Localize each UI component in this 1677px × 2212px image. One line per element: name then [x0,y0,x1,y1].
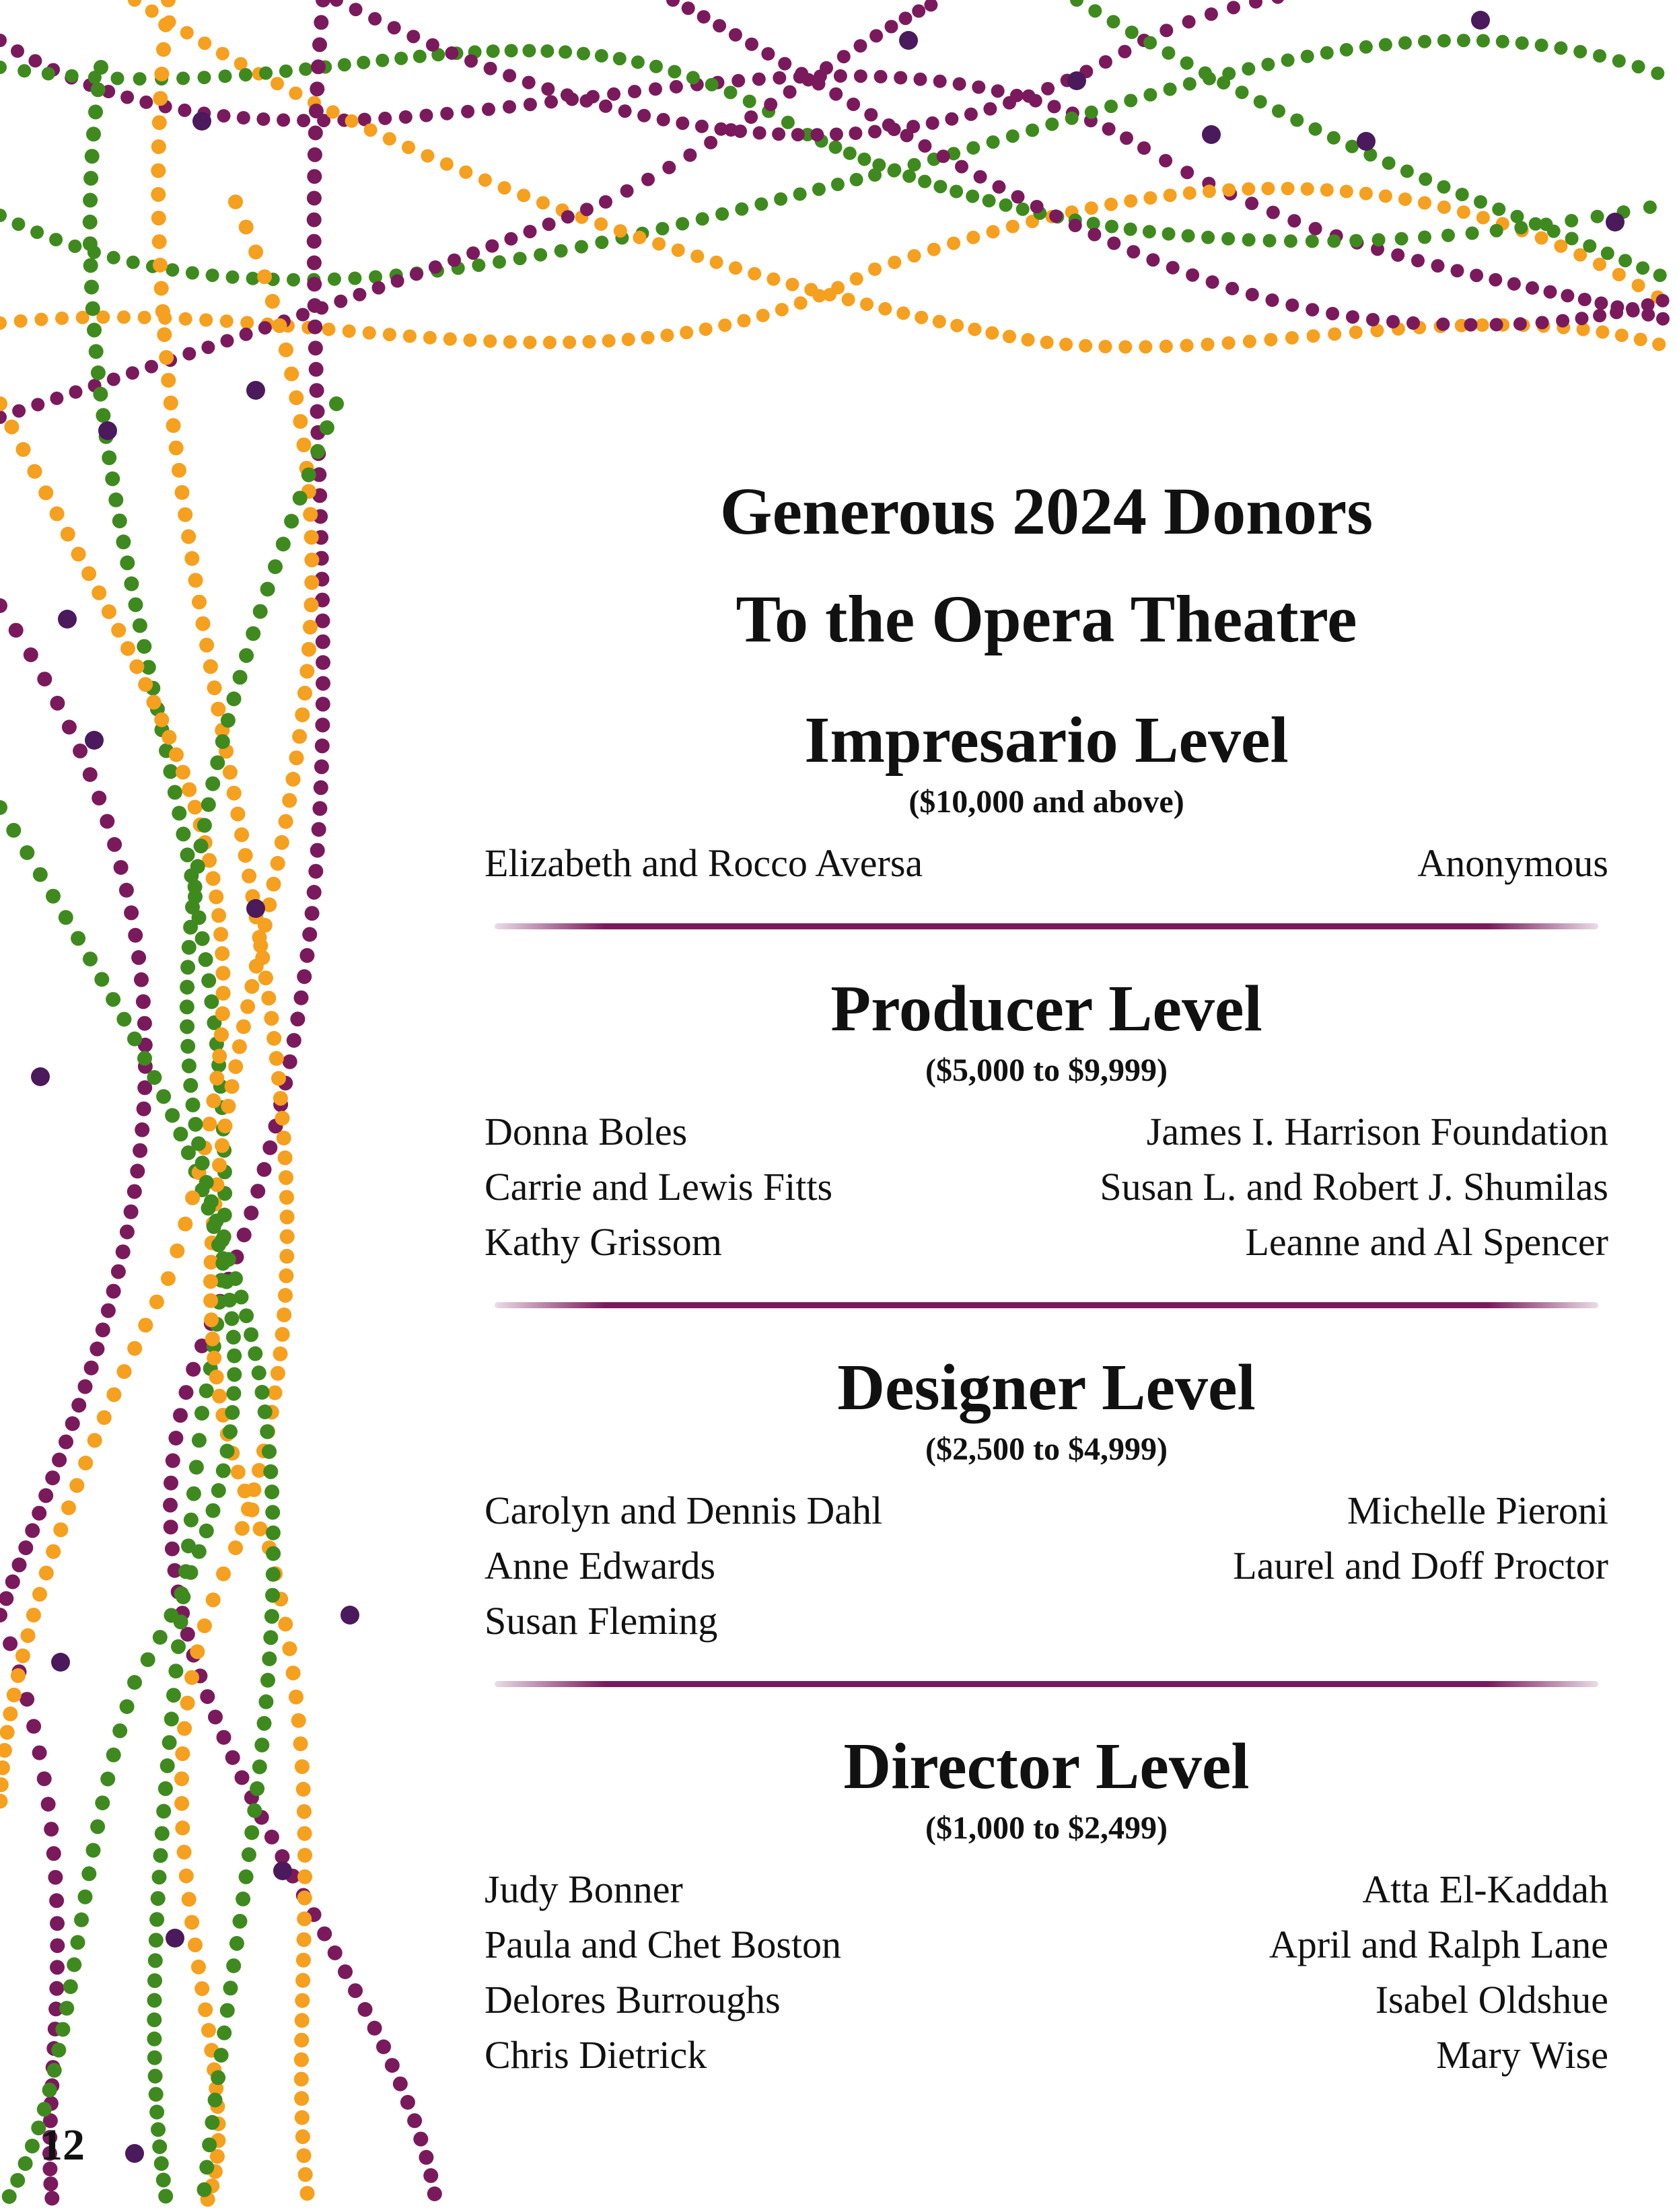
donor-name: Laurel and Doff Proctor [1233,1544,1608,1587]
donor-names [485,1483,1608,1649]
level-range: ($2,500 to $4,999) [925,1431,1168,1467]
donor-name: Judy Bonner [485,1867,683,1911]
level-impresario [485,700,1608,891]
donor-names [485,1104,1608,1270]
donor-names [485,836,1608,891]
donor-name: Susan Fleming [485,1599,718,1643]
donor-name: James I. Harrison Foundation [1146,1110,1608,1153]
level-name: Designer Level [837,1351,1256,1424]
donor-name: Elizabeth and Rocco Aversa [485,841,923,885]
donor-name: Anonymous [1417,841,1608,885]
donor-name: Chris Dietrick [485,2033,707,2077]
title-line-2: To the Opera Theatre [736,581,1357,656]
level-designer [485,1347,1608,1649]
donor-column-left [485,1483,882,1649]
page-title [485,458,1608,673]
donor-column-left [485,1862,841,2083]
donor-column-left [485,1104,832,1270]
section-divider [495,1681,1598,1687]
title-line-1: Generous 2024 Donors [719,474,1373,548]
donor-names [485,1862,1608,2083]
level-name: Producer Level [830,972,1262,1045]
level-name: Impresario Level [804,704,1289,777]
level-range: ($10,000 and above) [908,784,1184,820]
donor-name: Donna Boles [485,1110,688,1153]
donor-name: Delores Burroughs [485,1978,781,2022]
donor-name: April and Ralph Lane [1269,1923,1608,1966]
donor-list [485,458,1608,2083]
level-producer [485,968,1608,1270]
donor-name: Kathy Grissom [485,1220,722,1264]
donor-name: Atta El-Kaddah [1362,1867,1608,1911]
level-range: ($5,000 to $9,999) [925,1053,1168,1088]
bead-strand [0,44,1657,248]
donor-name: Michelle Pieroni [1347,1489,1608,1532]
section-divider [495,923,1598,929]
section-divider [495,1302,1598,1308]
donor-name: Susan L. and Robert J. Shumilas [1100,1165,1608,1209]
donor-name: Paula and Chet Boston [485,1923,842,1966]
donor-name: Leanne and Al Spencer [1245,1220,1608,1264]
donor-name: Isabel Oldshue [1375,1978,1608,2022]
donor-column-right [1417,836,1608,891]
bead-strand [330,0,1669,141]
donor-column-right [1100,1104,1608,1270]
page-number: 12 [40,2120,85,2170]
level-name: Director Level [843,1730,1250,1803]
donor-name: Carolyn and Dennis Dahl [485,1489,883,1532]
donor-column-right [1269,1862,1608,2083]
level-range: ($1,000 to $2,499) [925,1810,1168,1846]
donor-column-left [485,836,923,891]
donor-name: Carrie and Lewis Fitts [485,1165,833,1209]
bead-strand [83,60,232,2204]
level-director [485,1726,1608,2083]
donor-column-right [1233,1483,1608,1649]
donor-name: Mary Wise [1436,2033,1608,2077]
donor-name: Anne Edwards [485,1544,716,1587]
